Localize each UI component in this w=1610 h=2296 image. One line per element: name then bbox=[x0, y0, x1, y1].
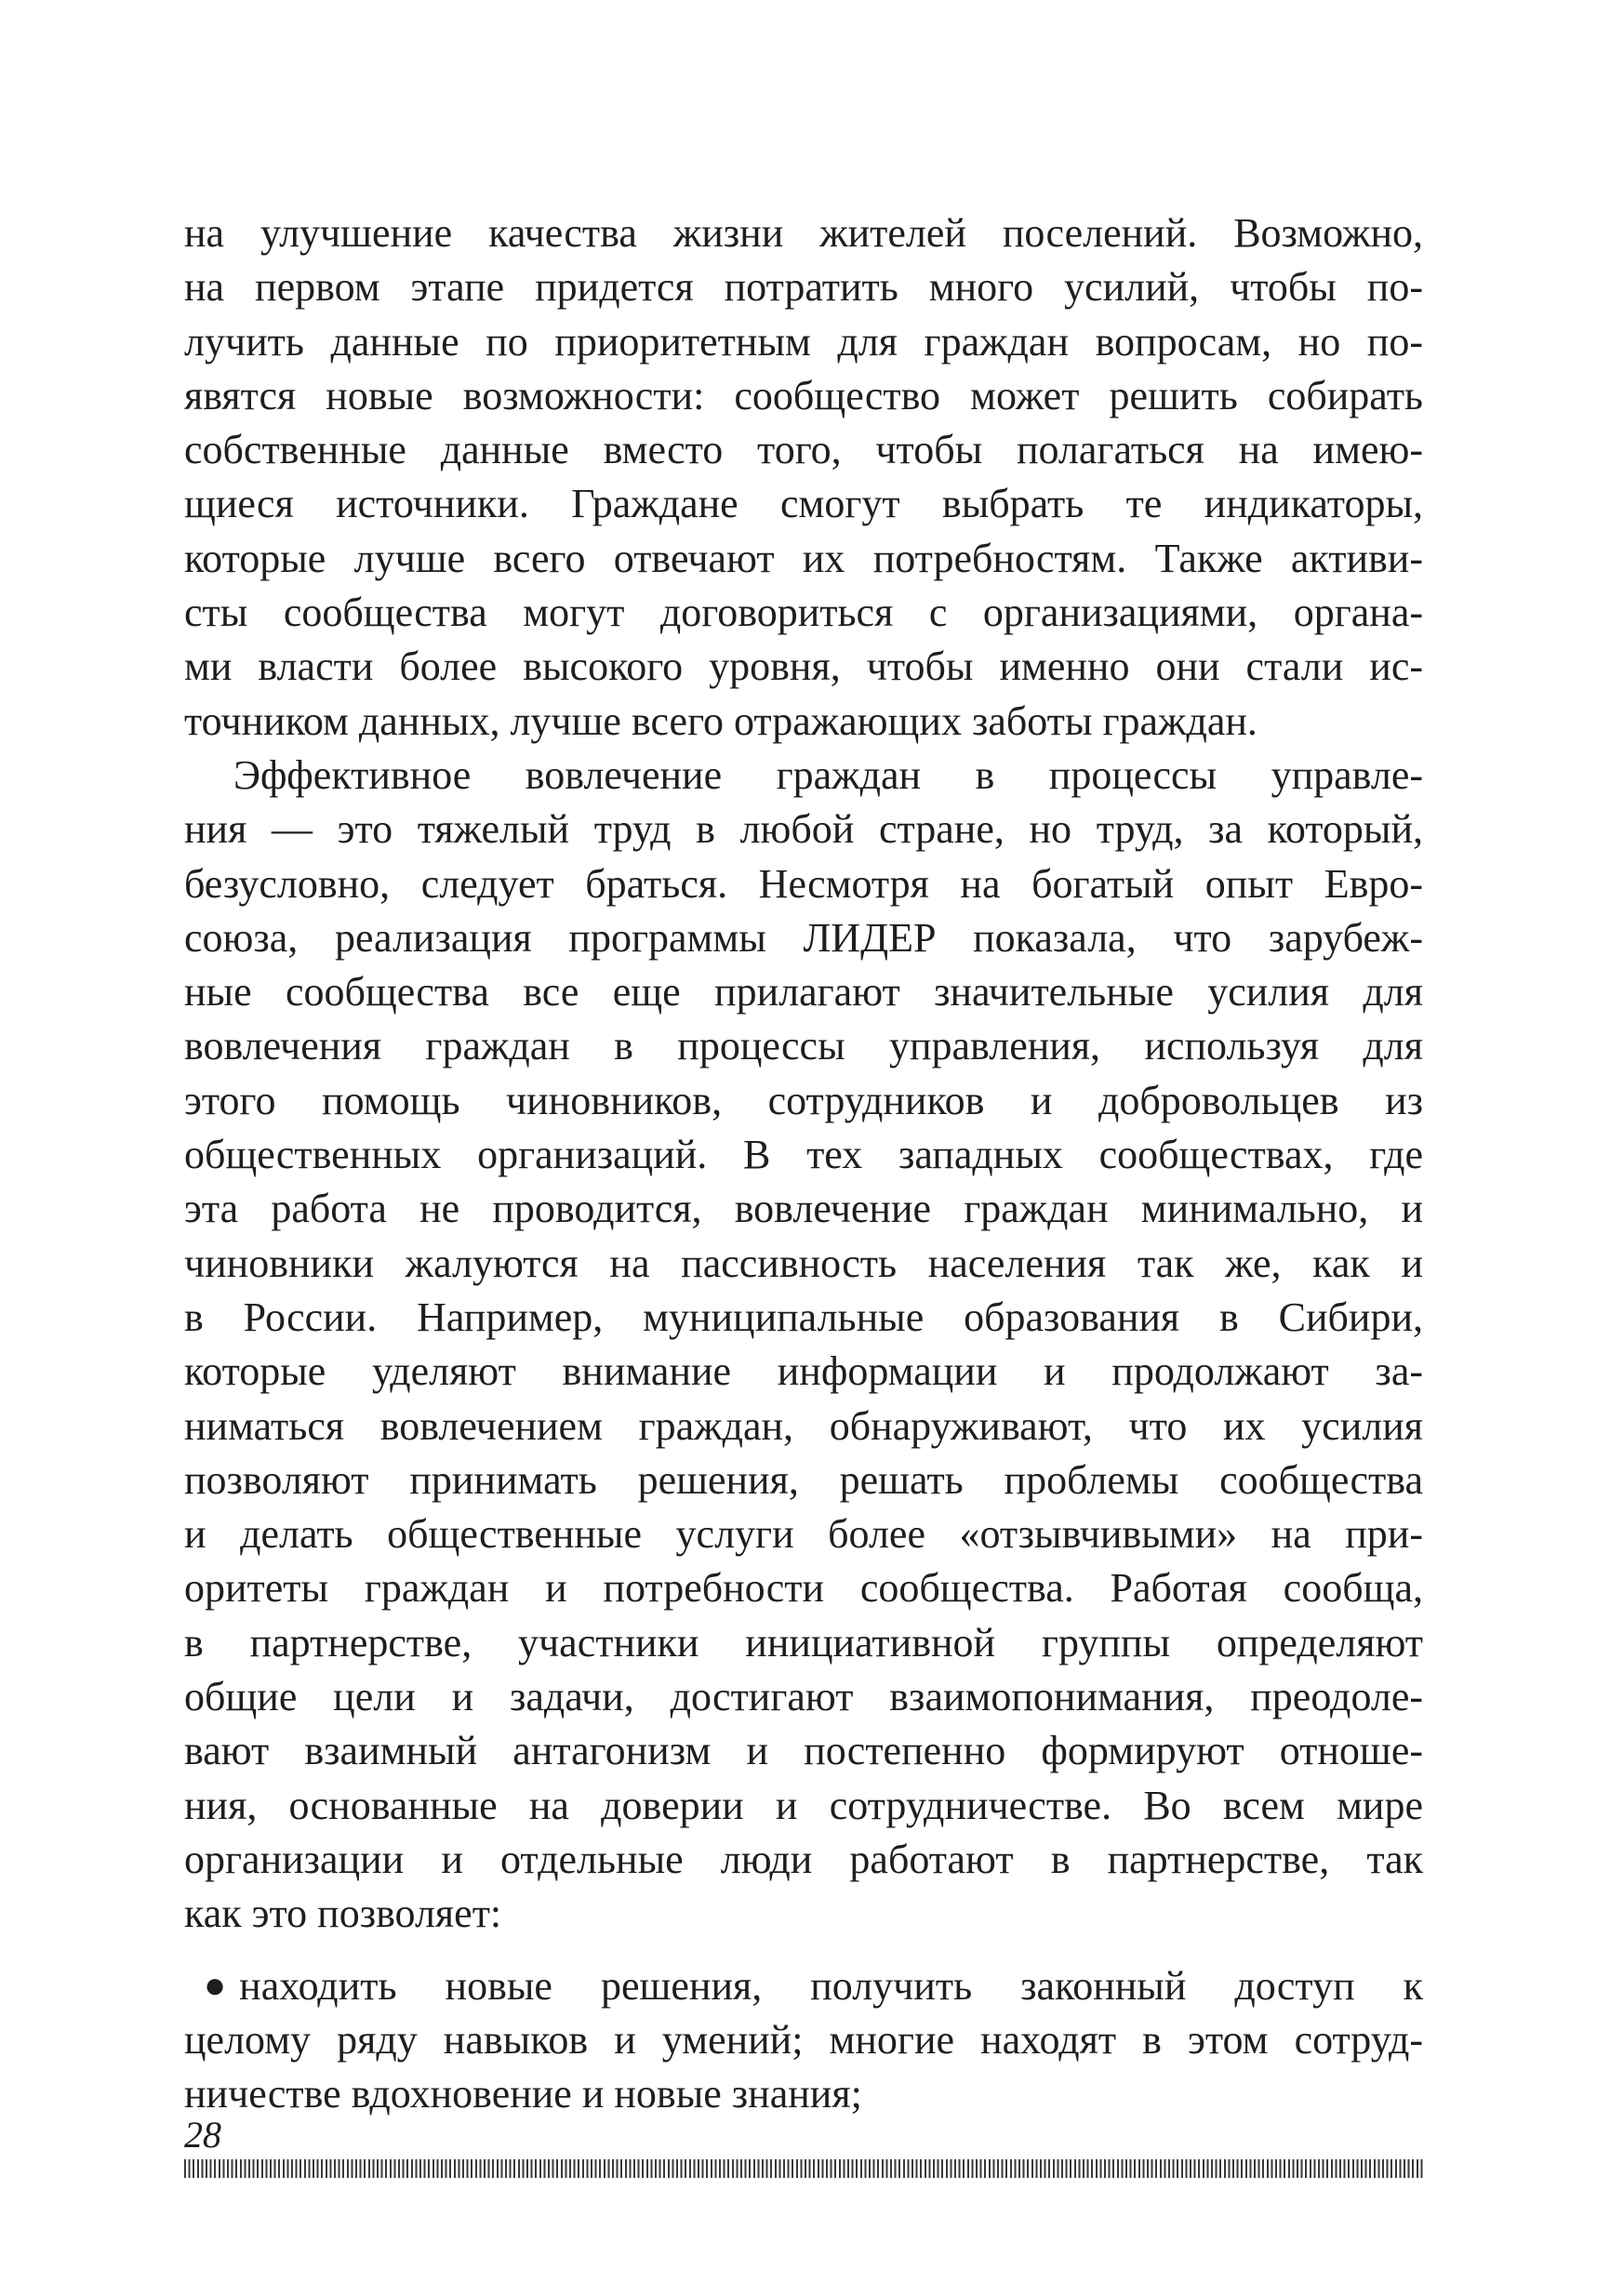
text-line: ниматься вовлечением граждан, обнаруживают, что их усилия bbox=[184, 1402, 1423, 1449]
text-line: точником данных, лучше всего отражающих заботы граждан. bbox=[184, 697, 1257, 744]
text-line: которые лучше всего отвечают их потребностям. Также активи- bbox=[184, 535, 1423, 581]
text-line: общественных организаций. В тех западных сообществах, где bbox=[184, 1132, 1423, 1178]
text-line: в партнерстве, участники инициативной группы определяют bbox=[184, 1619, 1423, 1666]
text-line bbox=[184, 1958, 1423, 2013]
text-line: на улучшение качества жизни жителей поселений. Возможно, bbox=[184, 210, 1423, 256]
text-line: вают взаимный антагонизм и постепенно формируют отноше- bbox=[184, 1728, 1423, 1774]
text-line: организации и отдельные люди работают в партнерстве, так bbox=[184, 1836, 1423, 1882]
text-line: и делать общественные услуги более «отзывчивыми» на при- bbox=[184, 1511, 1423, 1558]
text-line: на первом этапе придется потратить много усилий, чтобы по- bbox=[184, 264, 1423, 311]
text-line: щиеся источники. Граждане смогут выбрать те индикаторы, bbox=[184, 481, 1423, 527]
text-line: союза, реализация программы ЛИДЕР показала, что зарубеж- bbox=[184, 914, 1423, 961]
text-line: Эффективное вовлечение граждан в процессы управле- bbox=[233, 751, 1423, 798]
bullet-icon: ● bbox=[204, 1963, 227, 2006]
page-number: 28 bbox=[184, 2114, 221, 2156]
text-line: ничестве вдохновение и новые знания; bbox=[184, 2071, 862, 2117]
text-line: целому ряду навыков и умений; многие находят в этом сотруд- bbox=[184, 2016, 1423, 2063]
paragraph-1 bbox=[184, 206, 1423, 749]
page-body bbox=[184, 206, 1423, 2121]
text-line: ные сообщества все еще прилагают значительные усилия для bbox=[184, 969, 1423, 1015]
text-line: общие цели и задачи, достигают взаимопонимания, преодоле- bbox=[184, 1674, 1423, 1720]
bullet-list-item bbox=[184, 1958, 1423, 2122]
text-line: безусловно, следует браться. Несмотря на богатый опыт Евро- bbox=[184, 860, 1423, 907]
text-line: в России. Например, муниципальные образования в Сибири, bbox=[184, 1294, 1423, 1340]
text-line: собственные данные вместо того, чтобы полагаться на имею- bbox=[184, 427, 1423, 473]
text-line: сты сообщества могут договориться с организациями, органа- bbox=[184, 590, 1423, 636]
bullet-text: находить новые решения, получить законный доступ к bbox=[239, 1962, 1423, 2009]
text-line: чиновники жалуются на пассивность населения так же, как и bbox=[184, 1240, 1423, 1286]
text-line: как это позволяет: bbox=[184, 1891, 502, 1937]
text-line: явятся новые возможности: сообщество может решить собирать bbox=[184, 372, 1423, 418]
text-line: вовлечения граждан в процессы управления, используя для bbox=[184, 1023, 1423, 1069]
footer-decorative-rule bbox=[184, 2159, 1423, 2178]
text-line: ния, основанные на доверии и сотрудничестве. Во всем мире bbox=[184, 1782, 1423, 1828]
text-line: эта работа не проводится, вовлечение граждан минимально, и bbox=[184, 1186, 1423, 1232]
text-line: ми власти более высокого уровня, чтобы именно они стали ис- bbox=[184, 644, 1423, 690]
text-line: этого помощь чиновников, сотрудников и добровольцев из bbox=[184, 1077, 1423, 1123]
text-line: лучить данные по приоритетным для граждан вопросам, но по- bbox=[184, 318, 1423, 365]
text-line: которые уделяют внимание информации и продолжают за- bbox=[184, 1348, 1423, 1395]
paragraph-2 bbox=[184, 749, 1423, 1942]
text-line: оритеты граждан и потребности сообщества. Работая сообща, bbox=[184, 1565, 1423, 1612]
text-line: позволяют принимать решения, решать проблемы сообщества bbox=[184, 1456, 1423, 1503]
text-line: ния — это тяжелый труд в любой стране, но труд, за который, bbox=[184, 806, 1423, 853]
